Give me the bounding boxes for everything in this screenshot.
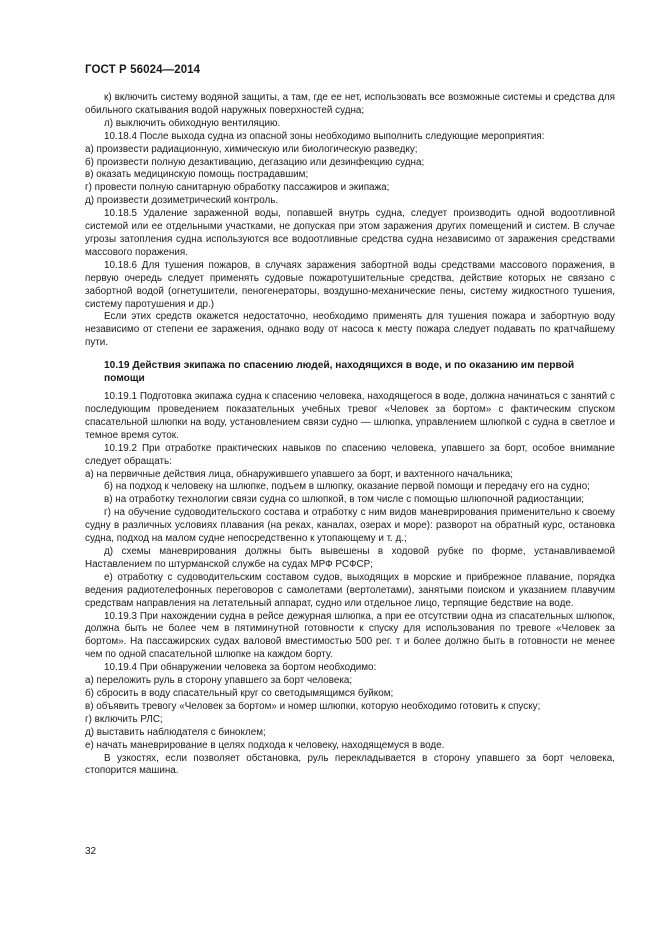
paragraph: к) включить систему водяной защиты, а там, где ее нет, использовать все возможные системы и средства для обильного скатывания водой наружных поверхностей судна; <box>85 92 615 116</box>
list-item: в) на отработку технологии связи судна со шлюпкой, в том числе с помощью шлюпочной радиостанции; <box>104 494 585 506</box>
list-item: д) произвести дозиметрический контроль. <box>85 195 279 207</box>
list-item: б) на подход к человеку на шлюпке, подъем в шлюпку, оказание первой помощи и передачу его на судно; <box>104 481 590 493</box>
list-item: д) выставить наблюдателя с биноклем; <box>85 726 266 738</box>
list-item: б) произвести полную дезактивацию, дегазацию или дезинфекцию судна; <box>85 156 425 168</box>
document-header: ГОСТ Р 56024—2014 <box>85 64 201 76</box>
section-heading: 10.19 Действия экипажа по спасению людей, находящихся в воде, и по оказанию им первой помощи <box>104 360 575 385</box>
paragraph: 10.19.1 Подготовка экипажа судна к спасению человека, находящегося в воде, должна начинаться с занятий с последующим проведением показательных учебных тревог «Человек за бортом» с фактическим спуском спасательной шлюпки на воду, установлением связи судно — шлюпка, управлением шлюпкой с судна в светлое и темное время суток. <box>85 391 615 441</box>
list-item: г) на обучение судоводительского состава и отработку с ним видов маневрирования применительно к своему судну в различных условиях плавания (на реках, каналах, озерах и море): разворот на обратный курс, остановка судна, подход на малом судне непосредственно к утопающему и т. д.; <box>85 507 615 545</box>
list-item: в) оказать медицинскую помощь пострадавшим; <box>85 169 309 181</box>
list-item: а) на первичные действия лица, обнаружившего упавшего за борт, и вахтенного начальника; <box>85 468 513 480</box>
paragraph: 10.18.4 После выхода судна из опасной зоны необходимо выполнить следующие мероприятия: <box>104 130 545 142</box>
paragraph: л) выключить обиходную вентиляцию. <box>104 117 281 129</box>
paragraph: 10.19.3 При нахождении судна в рейсе дежурная шлюпка, а при ее отсутствии одна из спасательных шлюпок, должна быть не более чем в пятиминутной готовности к спуску для использования по тревоге «Человек за бортом». На пассажирских судах валовой вместимостью 500 рег. т и более должно быть в готовности не менее чем по одной спасательной шлюпке на каждом борту. <box>85 610 615 661</box>
paragraph: 10.19.2 При отработке практических навыков по спасению человека, упавшего за борт, особое внимание следует обращать: <box>85 442 615 467</box>
list-item: в) объявить тревогу «Человек за бортом» и номер шлюпки, которую необходимо готовить к спуску; <box>85 700 541 712</box>
paragraph: 10.18.6 Для тушения пожаров, в случаях заражения забортной воды средствами массового поражения, в первую очередь следует применять судовые пожаротушительные средства, действие которых не связано с забортной водой (огнетушители, пеногенераторы, воздушно-механические пены, систему жидкостного тушения, систему паротушения и др.) <box>85 259 615 310</box>
list-item: а) произвести радиационную, химическую или биологическую разведку; <box>85 143 418 155</box>
list-item: д) схемы маневрирования должны быть вывешены в ходовой рубке по форме, устанавливаемой Наставлением по штурманской службе на судах МРФ РСФСР; <box>85 546 615 570</box>
list-item: б) сбросить в воду спасательный круг со светодымящимся буйком; <box>85 687 394 699</box>
paragraph: 10.19.4 При обнаружении человека за бортом необходимо: <box>104 662 377 674</box>
document-body <box>85 92 615 778</box>
paragraph: Если этих средств окажется недостаточно, необходимо применять для тушения пожара и забортную воду независимо от степени ее заражения, однако воду от насоса к месту пожара следует подавать по кратчайшему пути. <box>85 311 615 349</box>
list-item: е) начать маневрирование в целях подхода к человеку, находящемуся в воде. <box>85 739 445 751</box>
paragraph: 10.18.5 Удаление зараженной воды, попавшей внутрь судна, следует производить одной водоотливной системой или ее отдельными участками, не допуская при этом заражения других помещений и систем. В случае угрозы затопления судна используются все водоотливные средства судна независимо от заражения средствами массового поражения. <box>85 208 615 258</box>
paragraph: В узкостях, если позволяет обстановка, руль перекладывается в сторону упавшего за борт человека, стопорится машина. <box>85 752 615 777</box>
page-number: 32 <box>85 846 97 857</box>
list-item: а) переложить руль в сторону упавшего за борт человека; <box>85 675 353 687</box>
list-item: г) провести полную санитарную обработку пассажиров и экипажа; <box>85 182 390 194</box>
list-item: г) включить РЛС; <box>85 713 163 725</box>
list-item: е) отработку с судоводительским составом судов, выходящих в морские и прибрежное плавание, порядка ведения радиотелефонных переговоров с самолетами (вертолетами), занятыми поиском и указанием плавучим средствам направления на летательный аппарат, судно или отдельное лицо, терпящие бедствие на воде. <box>85 571 615 609</box>
